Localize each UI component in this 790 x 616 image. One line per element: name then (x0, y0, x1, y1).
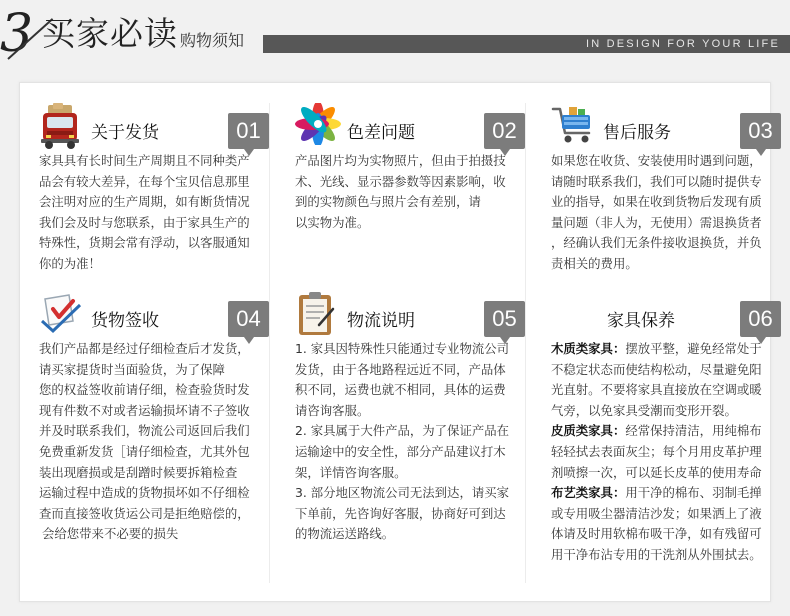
body-line: 请随时联系我们，我们可以随时提供专 (551, 173, 762, 189)
card-title: 售后服务 (603, 123, 671, 143)
body-line: 3. 部分地区物流公司无法到达，请买家 (295, 485, 510, 501)
card-number: 02 (484, 113, 525, 149)
card-body (551, 339, 781, 566)
card-receipt (39, 291, 269, 591)
shopping-cart-icon (551, 103, 593, 145)
body-line: 轻轻拭去表面灰尘；每个月用皮革护理 (551, 443, 762, 459)
body-line: 运输过程中造成的货物损坏如不仔细检 (39, 485, 250, 501)
body-line: 查而直接签收货运公司是拒绝赔偿的， (39, 505, 250, 521)
card-furniture-care (551, 291, 781, 591)
body-line: 光直射。不要将家具直接放在空调或暖 (551, 382, 762, 398)
card-title: 物流说明 (347, 311, 415, 331)
clipboard-icon (295, 291, 337, 333)
body-line: 发货，由于各地路程远近不同，产品体 (295, 361, 506, 377)
page-subtitle: 购物须知 (180, 31, 245, 50)
body-line: 现有件数不对或者运输损坏请不子签收 (39, 402, 250, 418)
body-line: 体请及时用软棉布吸干净，如有残留可 (551, 526, 762, 542)
body-line: 请咨询客服。 (295, 402, 370, 418)
page-title: 买家必读 (42, 14, 178, 53)
card-body (39, 151, 269, 275)
care-leather-line (551, 421, 781, 442)
body-line: 责相关的费用。 (551, 255, 638, 271)
body-line: 免费重新发货［请仔细检查，尤其外包 (39, 443, 250, 459)
body-line: 会注明对应的生产周期，如有断货情况 (39, 194, 250, 210)
column-divider (269, 103, 270, 583)
card-title: 色差问题 (347, 123, 415, 143)
body-line: 品会有较大差异，在每个宝贝信息那里 (39, 173, 250, 189)
card-title: 家具保养 (607, 311, 675, 331)
care-wood-text: 摆放平整，避免经常处于 (625, 341, 762, 356)
body-line: 并及时联系我们，物流公司返回后我们 (39, 423, 250, 439)
body-line: 1. 家具因特殊性只能通过专业物流公司 (295, 341, 510, 356)
body-line: 我们产品都是经过仔细检查后才发货， (39, 341, 250, 356)
care-leather-text: 经常保持清洁，用纯棉布 (625, 423, 762, 439)
body-line: 2. 家具属于大件产品，为了保证产品在 (295, 423, 510, 439)
info-panel (19, 82, 771, 602)
card-number: 06 (740, 301, 781, 337)
card-shipping (39, 103, 269, 303)
body-line: 我们会及时与您联系，由于家具生产的 (39, 214, 250, 230)
card-logistics (295, 291, 525, 591)
body-line: 到的实物颜色与照片会有差别，请 (295, 194, 481, 210)
body-line: 家具具有长时间生产周期且不同种类产 (39, 153, 250, 168)
body-line: 的物流运送路线。 (295, 526, 395, 542)
column-divider (525, 103, 526, 583)
body-line: 装出现磨损或是刮蹭时候要拆箱检查 (39, 464, 238, 480)
body-line: 或专用吸尘器清洁沙发；如果洒上了液 (551, 505, 762, 521)
delivery-truck-icon (39, 103, 81, 145)
care-fabric-line (551, 483, 781, 504)
card-after-sales (551, 103, 781, 303)
card-body (295, 151, 525, 233)
body-line: 运输途中的安全性，部分产品建议打木 (295, 443, 506, 459)
card-title: 关于发货 (91, 123, 159, 143)
body-line: 下单前，先咨询好客服，协商好可到达 (295, 505, 506, 521)
body-line: 术、光线、显示器参数等因素影响，收 (295, 173, 506, 189)
body-line: ，经确认我们无条件接收退换货，并负 (551, 235, 762, 251)
tagline-bar (263, 35, 790, 53)
body-line: 剂喷擦一次，可以延长皮革的使用寿命 (551, 464, 762, 480)
body-line: 会给您带来不必要的损失 (42, 526, 179, 542)
card-color-difference (295, 103, 525, 303)
care-wood-line (551, 339, 781, 360)
card-body (295, 339, 525, 545)
care-leather-label: 皮质类家具： (551, 423, 626, 439)
card-number: 04 (228, 301, 269, 337)
card-body (551, 151, 781, 275)
checkbox-sign-icon (39, 291, 81, 333)
body-line: 如果您在收货、安装使用时遇到问题， (551, 153, 762, 168)
care-fabric-label: 布艺类家具： (551, 485, 626, 501)
care-fabric-text: 用干净的棉布、羽制毛掸 (625, 485, 762, 501)
body-line: 你的为准！ (39, 255, 101, 271)
body-line: 请买家提货时当面验货，为了保障 (39, 361, 225, 377)
body-line: 不稳定状态而使结构松动，尽量避免阳 (551, 361, 762, 377)
body-line: 架，详情咨询客服。 (295, 464, 407, 480)
page-header (0, 0, 790, 82)
color-palette-icon (295, 103, 337, 145)
body-line: 气旁，以免家具受潮而变形开裂。 (551, 402, 737, 418)
body-line: 积不同，运费也就不相同，具体的运费 (295, 382, 506, 398)
card-title: 货物签收 (91, 311, 159, 331)
card-number: 01 (228, 113, 269, 149)
body-line: 以实物为准。 (295, 214, 370, 230)
body-line: 业的指导，如果在收到货物后发现有质 (551, 194, 762, 210)
tagline-text: IN DESIGN FOR YOUR LIFE (585, 38, 780, 50)
card-number: 03 (740, 113, 781, 149)
care-wood-label: 木质类家具： (551, 341, 626, 356)
body-line: 特殊性，货期会常有浮动，以客服通知 (39, 235, 250, 251)
body-line: 用干净布沾专用的干洗剂从外围拭去。 (551, 546, 762, 562)
body-line: 量问题（非人为，无使用）需退换货者 (551, 214, 762, 230)
section-number: 3 (0, 4, 34, 64)
body-line: 您的权益签收前请仔细，检查验货时发 (39, 382, 250, 398)
body-line: 产品图片均为实物照片，但由于拍摄技 (295, 153, 506, 168)
card-body (39, 339, 269, 545)
card-number: 05 (484, 301, 525, 337)
